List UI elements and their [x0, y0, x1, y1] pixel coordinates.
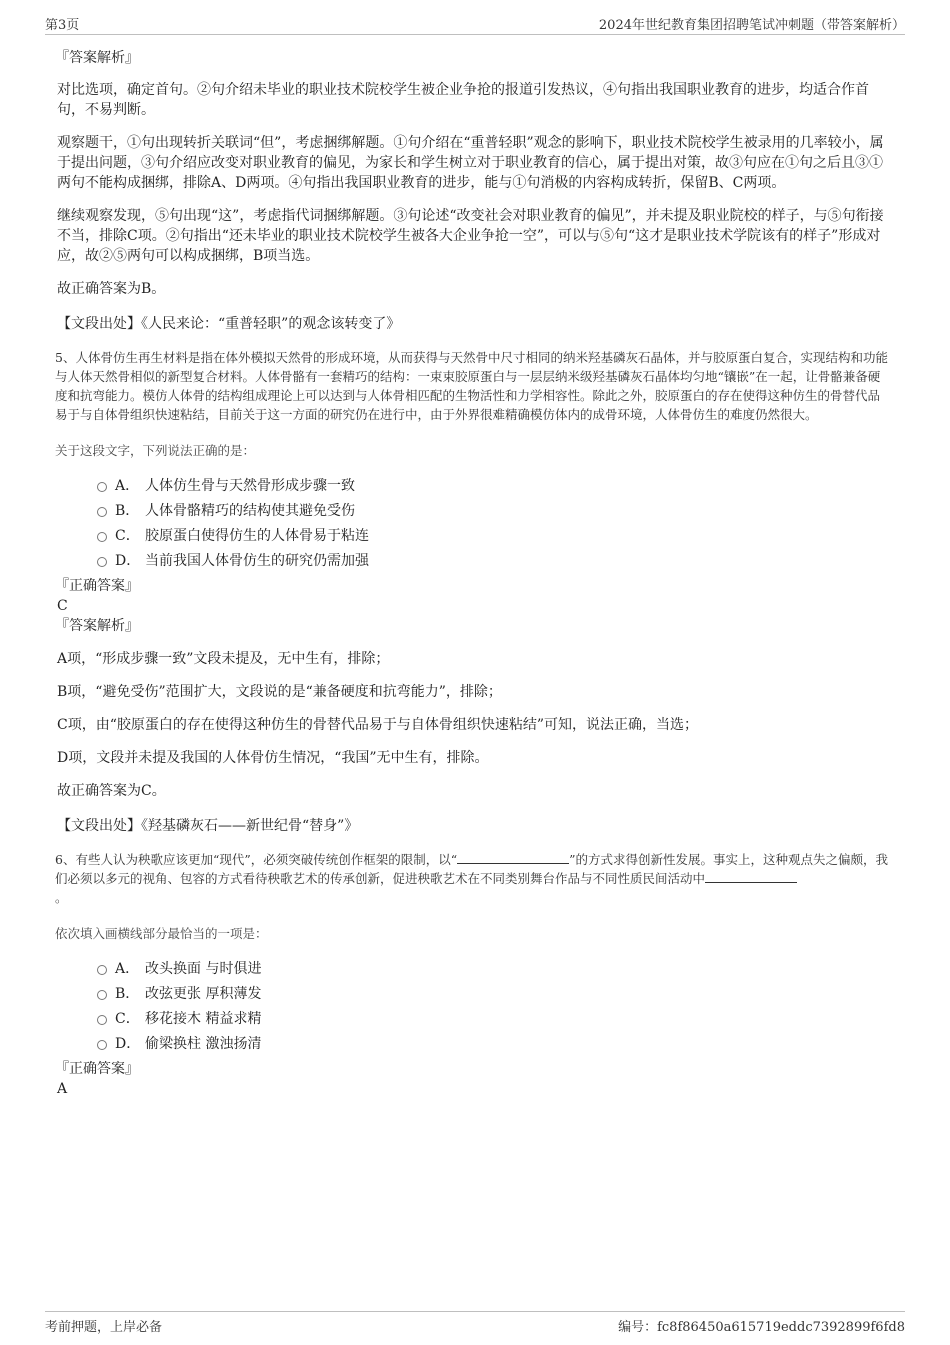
- radio-icon[interactable]: [97, 532, 107, 542]
- q4-analysis-paragraph: 观察题干，①句出现转折关联词“但”，考虑捆绑解题。①句介绍在“重普轻职”观念的影响下，职业技术院校学生被录用的几率较小，属于提出问题，③句介绍应改变对职业教育的偏见，为家长和学生树立对于职业教育的信心，属于提出对策，故③句应在①句之后且③①两句不能构成捆绑，排除A、D两项。④句指出我国职业教育的进步，能与①句消极的内容构成转折，保留B、C两项。: [57, 135, 884, 191]
- q5-analysis-label: 『答案解析』: [55, 618, 139, 634]
- q6-text-part: 6、有些人认为秧歌应该更加“现代”，必须突破传统创作框架的限制，以“: [55, 852, 458, 867]
- option-text: 改弦更张 厚积薄发: [145, 986, 262, 1002]
- q4-source: 【文段出处】《人民来论：“重普轻职”的观念该转变了》: [57, 316, 401, 332]
- option-letter: A．: [115, 478, 140, 494]
- page-number: 第3页: [45, 18, 80, 33]
- q5-conclusion: 故正确答案为C。: [57, 783, 166, 799]
- q6-option-d[interactable]: [55, 1032, 890, 1057]
- document-content: [55, 48, 890, 1099]
- option-text: 胶原蛋白使得仿生的人体骨易于粘连: [145, 528, 369, 544]
- radio-icon[interactable]: [97, 1040, 107, 1050]
- option-text: 移花接木 精益求精: [145, 1011, 262, 1027]
- radio-icon[interactable]: [97, 557, 107, 567]
- option-letter: D．: [115, 1036, 141, 1052]
- q4-analysis-paragraph: 继续观察发现，⑤句出现“这”，考虑指代词捆绑解题。③句论述“改变社会对职业教育的偏见”，并未提及职业院校的样子，与⑤句衔接不当，排除C项。②句指出“还未毕业的职业技术院校学生被各大企业争抢一空”，可以与⑤句“这才是职业技术学院该有的样子”形成对应，故②⑤两句可以构成捆绑，B项当选。: [57, 208, 884, 264]
- radio-icon[interactable]: [97, 990, 107, 1000]
- blank-line: [457, 851, 569, 864]
- radio-icon[interactable]: [97, 482, 107, 492]
- q5-answer-label: 『正确答案』: [55, 578, 139, 594]
- blank-line: [705, 870, 797, 883]
- q5-analysis-item: D项，文段并未提及我国的人体骨仿生情况，“我国”无中生有，排除。: [57, 750, 489, 766]
- option-letter: C．: [115, 1011, 140, 1027]
- radio-icon[interactable]: [97, 965, 107, 975]
- radio-icon[interactable]: [97, 507, 107, 517]
- q5-options: [55, 474, 890, 574]
- q5-option-c[interactable]: [55, 524, 890, 549]
- q5-analysis-item: A项，“形成步骤一致”文段未提及，无中生有，排除；: [57, 651, 390, 667]
- q5-option-b[interactable]: [55, 499, 890, 524]
- option-text: 当前我国人体骨仿生的研究仍需加强: [145, 553, 369, 569]
- q4-conclusion: 故正确答案为B。: [57, 281, 166, 297]
- q6-answer-label: 『正确答案』: [55, 1061, 139, 1077]
- option-letter: C．: [115, 528, 140, 544]
- q6-answer: A: [57, 1081, 68, 1097]
- q5-source: 【文段出处】《羟基磷灰石——新世纪骨“替身”》: [57, 818, 359, 834]
- document-title: 2024年世纪教育集团招聘笔试冲刺题（带答案解析）: [598, 18, 905, 33]
- option-letter: B．: [115, 986, 140, 1002]
- q6-stem: 依次填入画横线部分最恰当的一项是：: [55, 926, 268, 941]
- q5-analysis-item: C项，由“胶原蛋白的存在使得这种仿生的骨替代品易于与自体骨组织快速粘结”可知，说法正确，当选；: [57, 717, 699, 733]
- q5-stem: 关于这段文字，下列说法正确的是：: [55, 443, 256, 458]
- option-letter: D．: [115, 553, 141, 569]
- q4-analysis-paragraph: 对比选项，确定首句。②句介绍未毕业的职业技术院校学生被企业争抢的报道引发热议，④句指出我国职业教育的进步，均适合作首句，不易判断。: [57, 82, 869, 118]
- option-text: 偷梁换柱 激浊扬清: [145, 1036, 262, 1052]
- q5-text: 5、人体骨仿生再生材料是指在体外模拟天然骨的形成环境，从而获得与天然骨中尺寸相同的纳米羟基磷灰石晶体，并与胶原蛋白复合，实现结构和功能与人体天然骨相似的新型复合材料。人体骨骼有一套精巧的结构：一束束胶原蛋白与一层层纳米级羟基磷灰石晶体均匀地“镶嵌”在一起，让骨骼兼备硬度和抗弯能力。模仿人体骨的结构组成理论上可以达到与人体骨相匹配的生物活性和力学相容性。除此之外，胶原蛋白的存在使得这种仿生的骨替代品易于与自体骨组织快速粘结，目前关于这一方面的研究仍在进行中，由于外界很难精确模仿体内的成骨环境，人体骨仿生的难度仍然很大。: [55, 350, 888, 422]
- q5-analysis-item: B项，“避免受伤”范围扩大，文段说的是“兼备硬度和抗弯能力”，排除；: [57, 684, 502, 700]
- footer-slogan: 考前押题，上岸必备: [45, 1320, 163, 1335]
- q6-options: [55, 957, 890, 1057]
- q6-option-c[interactable]: [55, 1007, 890, 1032]
- q6-text-part: 。: [55, 890, 68, 905]
- q6-option-b[interactable]: [55, 982, 890, 1007]
- radio-icon[interactable]: [97, 1015, 107, 1025]
- q5-option-a[interactable]: [55, 474, 890, 499]
- option-text: 人体骨骼精巧的结构使其避免受伤: [145, 503, 355, 519]
- q6-text-part: ”的方式求得创新性发展。事实上，这种观点失之偏颇，我们必须以多元的视角、包容的方式看待秧歌艺术的传承创新，促进秧歌艺术在不同类别舞台作品与不同性质民间活动中: [55, 852, 889, 886]
- document-id: 编号：fc8f86450a615719eddc7392899f6fd8: [618, 1320, 905, 1335]
- page-footer: [45, 1311, 905, 1336]
- option-text: 改头换面 与时俱进: [145, 961, 262, 977]
- q5-option-d[interactable]: [55, 549, 890, 574]
- option-letter: A．: [115, 961, 140, 977]
- q6-option-a[interactable]: [55, 957, 890, 982]
- option-letter: B．: [115, 503, 140, 519]
- q5-answer: C: [57, 598, 68, 614]
- q4-analysis-label: 『答案解析』: [55, 50, 139, 66]
- option-text: 人体仿生骨与天然骨形成步骤一致: [145, 478, 355, 494]
- q6-text: [55, 850, 890, 907]
- page-header: [45, 12, 905, 35]
